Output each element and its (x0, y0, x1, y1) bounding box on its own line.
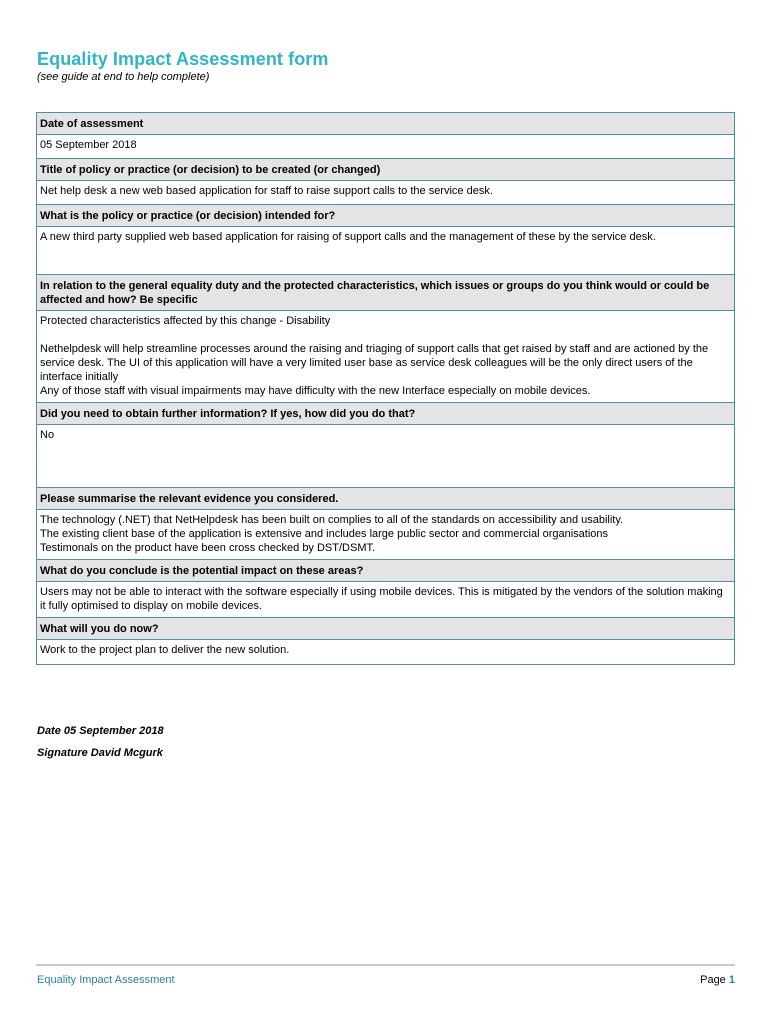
section-heading: What do you conclude is the potential impact on these areas? (37, 560, 735, 582)
answer-spacer (40, 328, 731, 342)
answer-text: Testimonals on the product have been cross checked by DST/DSMT. (40, 542, 376, 554)
section-answer (37, 640, 735, 665)
answer-text: 05 September 2018 (40, 139, 137, 151)
section-heading: Please summarise the relevant evidence you considered. (37, 488, 735, 510)
form-title: Equality Impact Assessment form (37, 49, 329, 69)
page-number-value: 1 (728, 974, 735, 986)
signoff-date: Date 05 September 2018 (37, 725, 164, 737)
answer-text: The existing client base of the application is extensive and includes large public sector and commercial organisations (40, 528, 609, 540)
page-label: Page (700, 974, 726, 986)
answer-text: The technology (.NET) that NetHelpdesk has been built on complies to all of the standards on accessibility and usability. (40, 514, 624, 526)
section-heading: What will you do now? (37, 618, 735, 640)
section-heading: In relation to the general equality duty and the protected characteristics, which issues or groups do you think would or could be affected and how? Be specific (37, 275, 735, 311)
section-heading: Did you need to obtain further information? If yes, how did you do that? (37, 403, 735, 425)
section-answer (37, 227, 735, 275)
answer-text: Work to the project plan to deliver the new solution. (40, 644, 290, 656)
answer-text: Any of those staff with visual impairments may have difficulty with the new Interface especially on mobile devices. (40, 385, 591, 397)
section-answer (37, 311, 735, 403)
answer-text: No (40, 429, 55, 441)
section-heading: Title of policy or practice (or decision) to be created (or changed) (37, 159, 735, 181)
page-number (700, 974, 735, 986)
assessment-table (36, 112, 735, 665)
footer-divider (36, 964, 735, 966)
signoff-signature: Signature David Mcgurk (37, 747, 163, 759)
section-answer (37, 582, 735, 618)
section-answer (37, 425, 735, 488)
section-answer (37, 181, 735, 205)
answer-text: Protected characteristics affected by this change - Disability (40, 315, 331, 327)
answer-text: Net help desk a new web based application for staff to raise support calls to the service desk. (40, 185, 493, 197)
section-heading: What is the policy or practice (or decision) intended for? (37, 205, 735, 227)
section-heading: Date of assessment (37, 113, 735, 135)
answer-text: Nethelpdesk will help streamline processes around the raising and triaging of support calls that get raised by staff and are actioned by the service desk. The UI of this application will have a very limited user base as service desk colleagues will be the only direct users of the interface initially (40, 343, 709, 383)
answer-text: Users may not be able to interact with the software especially if using mobile devices. This is mitigated by the vendors of the solution making it fully optimised to display on mobile devices. (40, 586, 723, 612)
section-answer (37, 135, 735, 159)
form-subtitle: (see guide at end to help complete) (37, 71, 210, 83)
footer-document-name: Equality Impact Assessment (37, 974, 175, 986)
answer-text: A new third party supplied web based application for raising of support calls and the management of these by the service desk. (40, 231, 656, 243)
section-answer (37, 510, 735, 560)
